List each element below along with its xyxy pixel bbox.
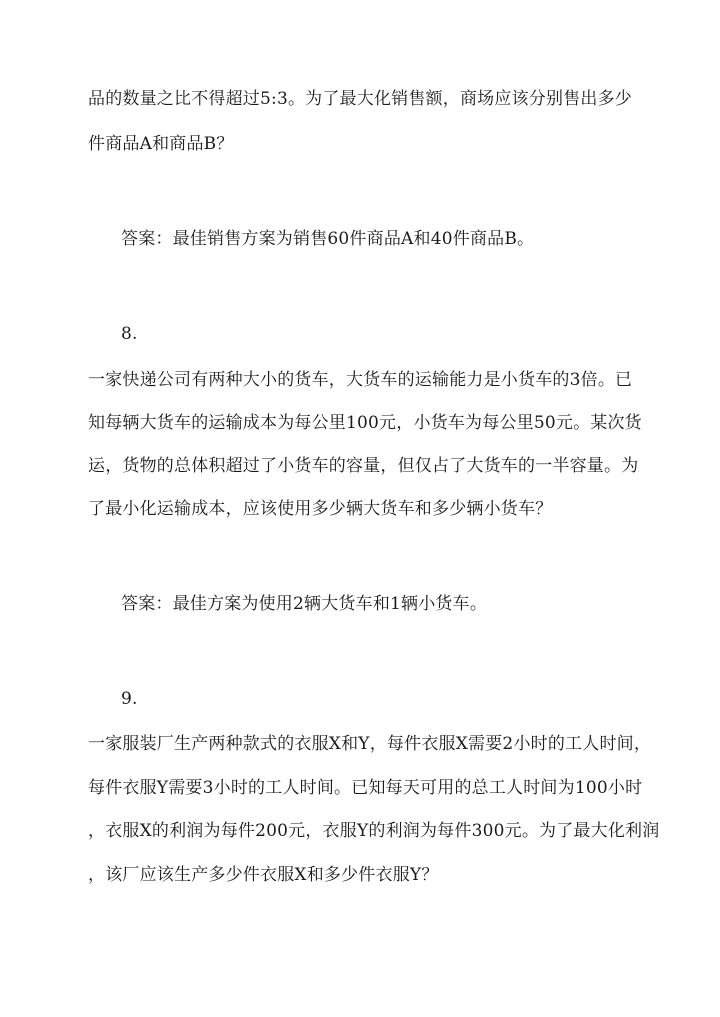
question-8-line-4: 了最小化运输成本，应该使用多少辆大货车和多少辆小货车？ [88,499,553,519]
question-8-line-3: 运，货物的总体积超过了小货车的容量，但仅占了大货车的一半容量。为 [88,456,639,476]
question-9-line-4: ，该厂应该生产多少件衣服X和多少件衣服Y？ [88,865,439,885]
question-8-number: 8. [121,324,138,344]
question-9-number: 9. [121,689,138,709]
question-9-line-3: ，衣服X的利润为每件200元，衣服Y的利润为每件300元。为了最大化利润 [88,821,660,841]
answer-7: 答案：最佳销售方案为销售60件商品A和40件商品B。 [121,229,535,249]
answer-8: 答案：最佳方案为使用2辆大货车和1辆小货车。 [121,594,488,614]
intro-line-1: 品的数量之比不得超过5:3。为了最大化销售额，商场应该分别售出多少 [88,89,632,109]
question-9-line-1: 一家服装厂生产两种款式的衣服X和Y，每件衣服X需要2小时的工人时间， [88,734,652,754]
question-9-line-2: 每件衣服Y需要3小时的工人时间。已知每天可用的总工人时间为100小时 [88,778,643,798]
intro-line-2: 件商品A和商品B？ [88,134,234,154]
question-8-line-2: 知每辆大货车的运输成本为每公里100元，小货车为每公里50元。某次货 [88,413,642,433]
question-8-line-1: 一家快递公司有两种大小的货车，大货车的运输能力是小货车的3倍。已 [88,370,633,390]
